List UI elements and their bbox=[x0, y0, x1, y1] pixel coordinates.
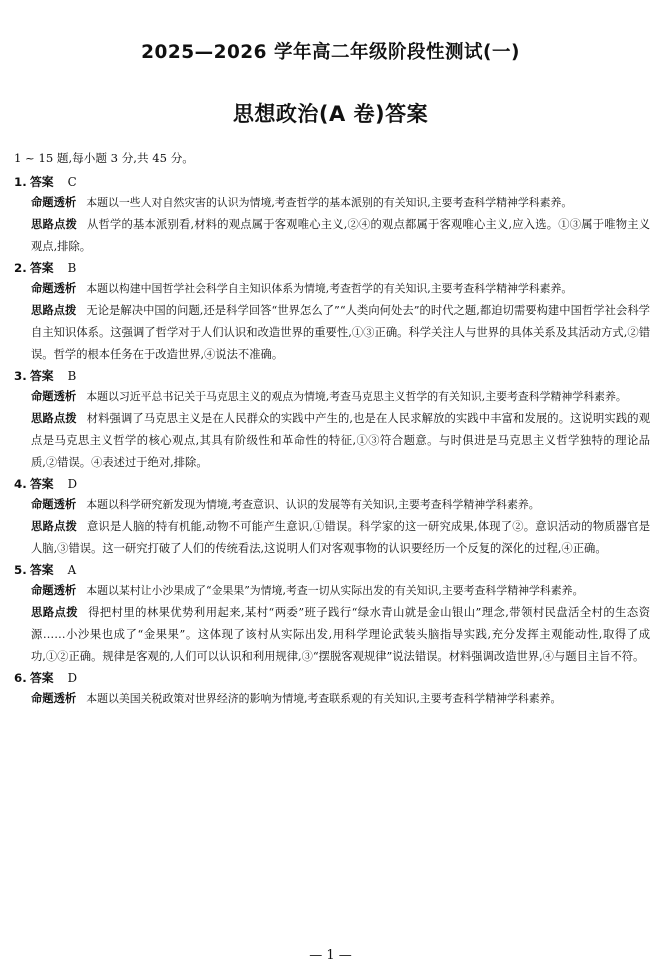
analysis-paragraph bbox=[31, 192, 650, 214]
answer-label: 答案 bbox=[30, 369, 54, 383]
analysis-paragraph bbox=[31, 494, 650, 516]
document-subtitle: 思想政治(A 卷)答案 bbox=[232, 102, 429, 126]
question-answer-line bbox=[14, 668, 650, 688]
analysis-paragraph bbox=[31, 688, 650, 710]
question-answer-line bbox=[14, 560, 650, 580]
hint-text: 得把村里的林果优势利用起来,某村“两委”班子践行“绿水青山就是金山银山”理念,带领村民盘活全村的生态资源……小沙果也成了“金果果”。这体现了该村从实际出发,用科学理论武装头脑指导实践,充分发挥主观能动性,取得了成功,①②正确。规律是客观的,人们可以认识和利用规律,③“摆脱客观规律”说法错误。材料强调改造世界,④与题目主旨不符。 bbox=[31, 606, 650, 663]
answer-label: 答案 bbox=[30, 671, 54, 685]
answer-label: 答案 bbox=[30, 261, 54, 275]
hint-paragraph bbox=[31, 214, 650, 258]
answer-label: 答案 bbox=[30, 175, 54, 189]
question-item bbox=[14, 258, 650, 366]
document-title: 2025—2026 学年高二年级阶段性测试(一) bbox=[141, 42, 520, 63]
page-number: — 1 — bbox=[309, 948, 352, 963]
answer-choice: D bbox=[67, 477, 78, 491]
hint-label: 思路点拨 bbox=[31, 218, 77, 231]
hint-text: 从哲学的基本派别看,材料的观点属于客观唯心主义,②④的观点都属于客观唯心主义,应入选。①③属于唯物主义观点,排除。 bbox=[31, 218, 650, 253]
hint-text: 意识是人脑的特有机能,动物不可能产生意识,①错误。科学家的这一研究成果,体现了②。意识活动的物质器官是人脑,③错误。这一研究打破了人们的传统看法,这说明人们对客观事物的认识要经历一个反复的深化的过程,④正确。 bbox=[31, 520, 650, 555]
hint-text: 材料强调了马克思主义是在人民群众的实践中产生的,也是在人民求解放的实践中丰富和发展的。这说明实践的观点是马克思主义哲学的核心观点,其具有阶级性和革命性的特征,①③符合题意。与时俱进是马克思主义哲学独特的理论品质,②错误。④表述过于绝对,排除。 bbox=[31, 412, 650, 469]
question-number: 2. bbox=[14, 261, 27, 275]
answer-choice: D bbox=[67, 671, 78, 685]
analysis-paragraph bbox=[31, 278, 650, 300]
question-number: 4. bbox=[14, 477, 27, 491]
analysis-label: 命题透析 bbox=[31, 692, 77, 705]
analysis-text: 本题以科学研究新发现为情境,考查意识、认识的发展等有关知识,主要考查科学精神学科素养。 bbox=[86, 498, 540, 511]
analysis-label: 命题透析 bbox=[31, 282, 77, 295]
question-number: 5. bbox=[14, 563, 27, 577]
analysis-label: 命题透析 bbox=[31, 390, 77, 403]
analysis-label: 命题透析 bbox=[31, 498, 77, 511]
analysis-text: 本题以习近平总书记关于马克思主义的观点为情境,考查马克思主义哲学的有关知识,主要考查科学精神学科素养。 bbox=[86, 390, 627, 403]
hint-text: 无论是解决中国的问题,还是科学回答“世界怎么了”“人类向何处去”的时代之题,都迫切需要构建中国哲学社会科学自主知识体系。这强调了哲学对于人们认识和改造世界的重要性,①③正确。科学关注人与世界的具体关系及其活动方式,②错误。哲学的根本任务在于改造世界,④说法不准确。 bbox=[31, 304, 650, 361]
question-answer-line bbox=[14, 474, 650, 494]
question-item bbox=[14, 366, 650, 474]
scoring-note: 1 ~ 15 题,每小题 3 分,共 45 分。 bbox=[14, 151, 194, 165]
question-number: 6. bbox=[14, 671, 27, 685]
hint-label: 思路点拨 bbox=[31, 520, 77, 533]
question-list bbox=[14, 172, 650, 710]
hint-paragraph bbox=[31, 602, 650, 668]
question-item bbox=[14, 668, 650, 710]
answer-label: 答案 bbox=[30, 477, 54, 491]
answer-choice: B bbox=[67, 261, 77, 275]
analysis-label: 命题透析 bbox=[31, 196, 77, 209]
hint-label: 思路点拨 bbox=[31, 606, 79, 619]
question-number: 3. bbox=[14, 369, 27, 383]
analysis-label: 命题透析 bbox=[31, 584, 77, 597]
question-answer-line bbox=[14, 366, 650, 386]
question-item bbox=[14, 560, 650, 668]
hint-label: 思路点拨 bbox=[31, 412, 77, 425]
answer-choice: C bbox=[67, 175, 77, 189]
analysis-text: 本题以美国关税政策对世界经济的影响为情境,考查联系观的有关知识,主要考查科学精神学科素养。 bbox=[86, 692, 562, 705]
hint-paragraph bbox=[31, 516, 650, 560]
question-number: 1. bbox=[14, 175, 27, 189]
question-item bbox=[14, 172, 650, 258]
hint-paragraph bbox=[31, 408, 650, 474]
hint-paragraph bbox=[31, 300, 650, 366]
hint-label: 思路点拨 bbox=[31, 304, 77, 317]
question-item bbox=[14, 474, 650, 560]
analysis-paragraph bbox=[31, 386, 650, 408]
analysis-text: 本题以某村让小沙果成了“金果果”为情境,考查一切从实际出发的有关知识,主要考查科学精神学科素养。 bbox=[86, 584, 584, 597]
analysis-text: 本题以一些人对自然灾害的认识为情境,考查哲学的基本派别的有关知识,主要考查科学精神学科素养。 bbox=[86, 196, 573, 209]
answer-choice: A bbox=[67, 563, 77, 577]
answer-choice: B bbox=[67, 369, 77, 383]
answer-label: 答案 bbox=[30, 563, 54, 577]
question-answer-line bbox=[14, 172, 650, 192]
analysis-paragraph bbox=[31, 580, 650, 602]
analysis-text: 本题以构建中国哲学社会科学自主知识体系为情境,考查哲学的有关知识,主要考查科学精神学科素养。 bbox=[86, 282, 573, 295]
question-answer-line bbox=[14, 258, 650, 278]
